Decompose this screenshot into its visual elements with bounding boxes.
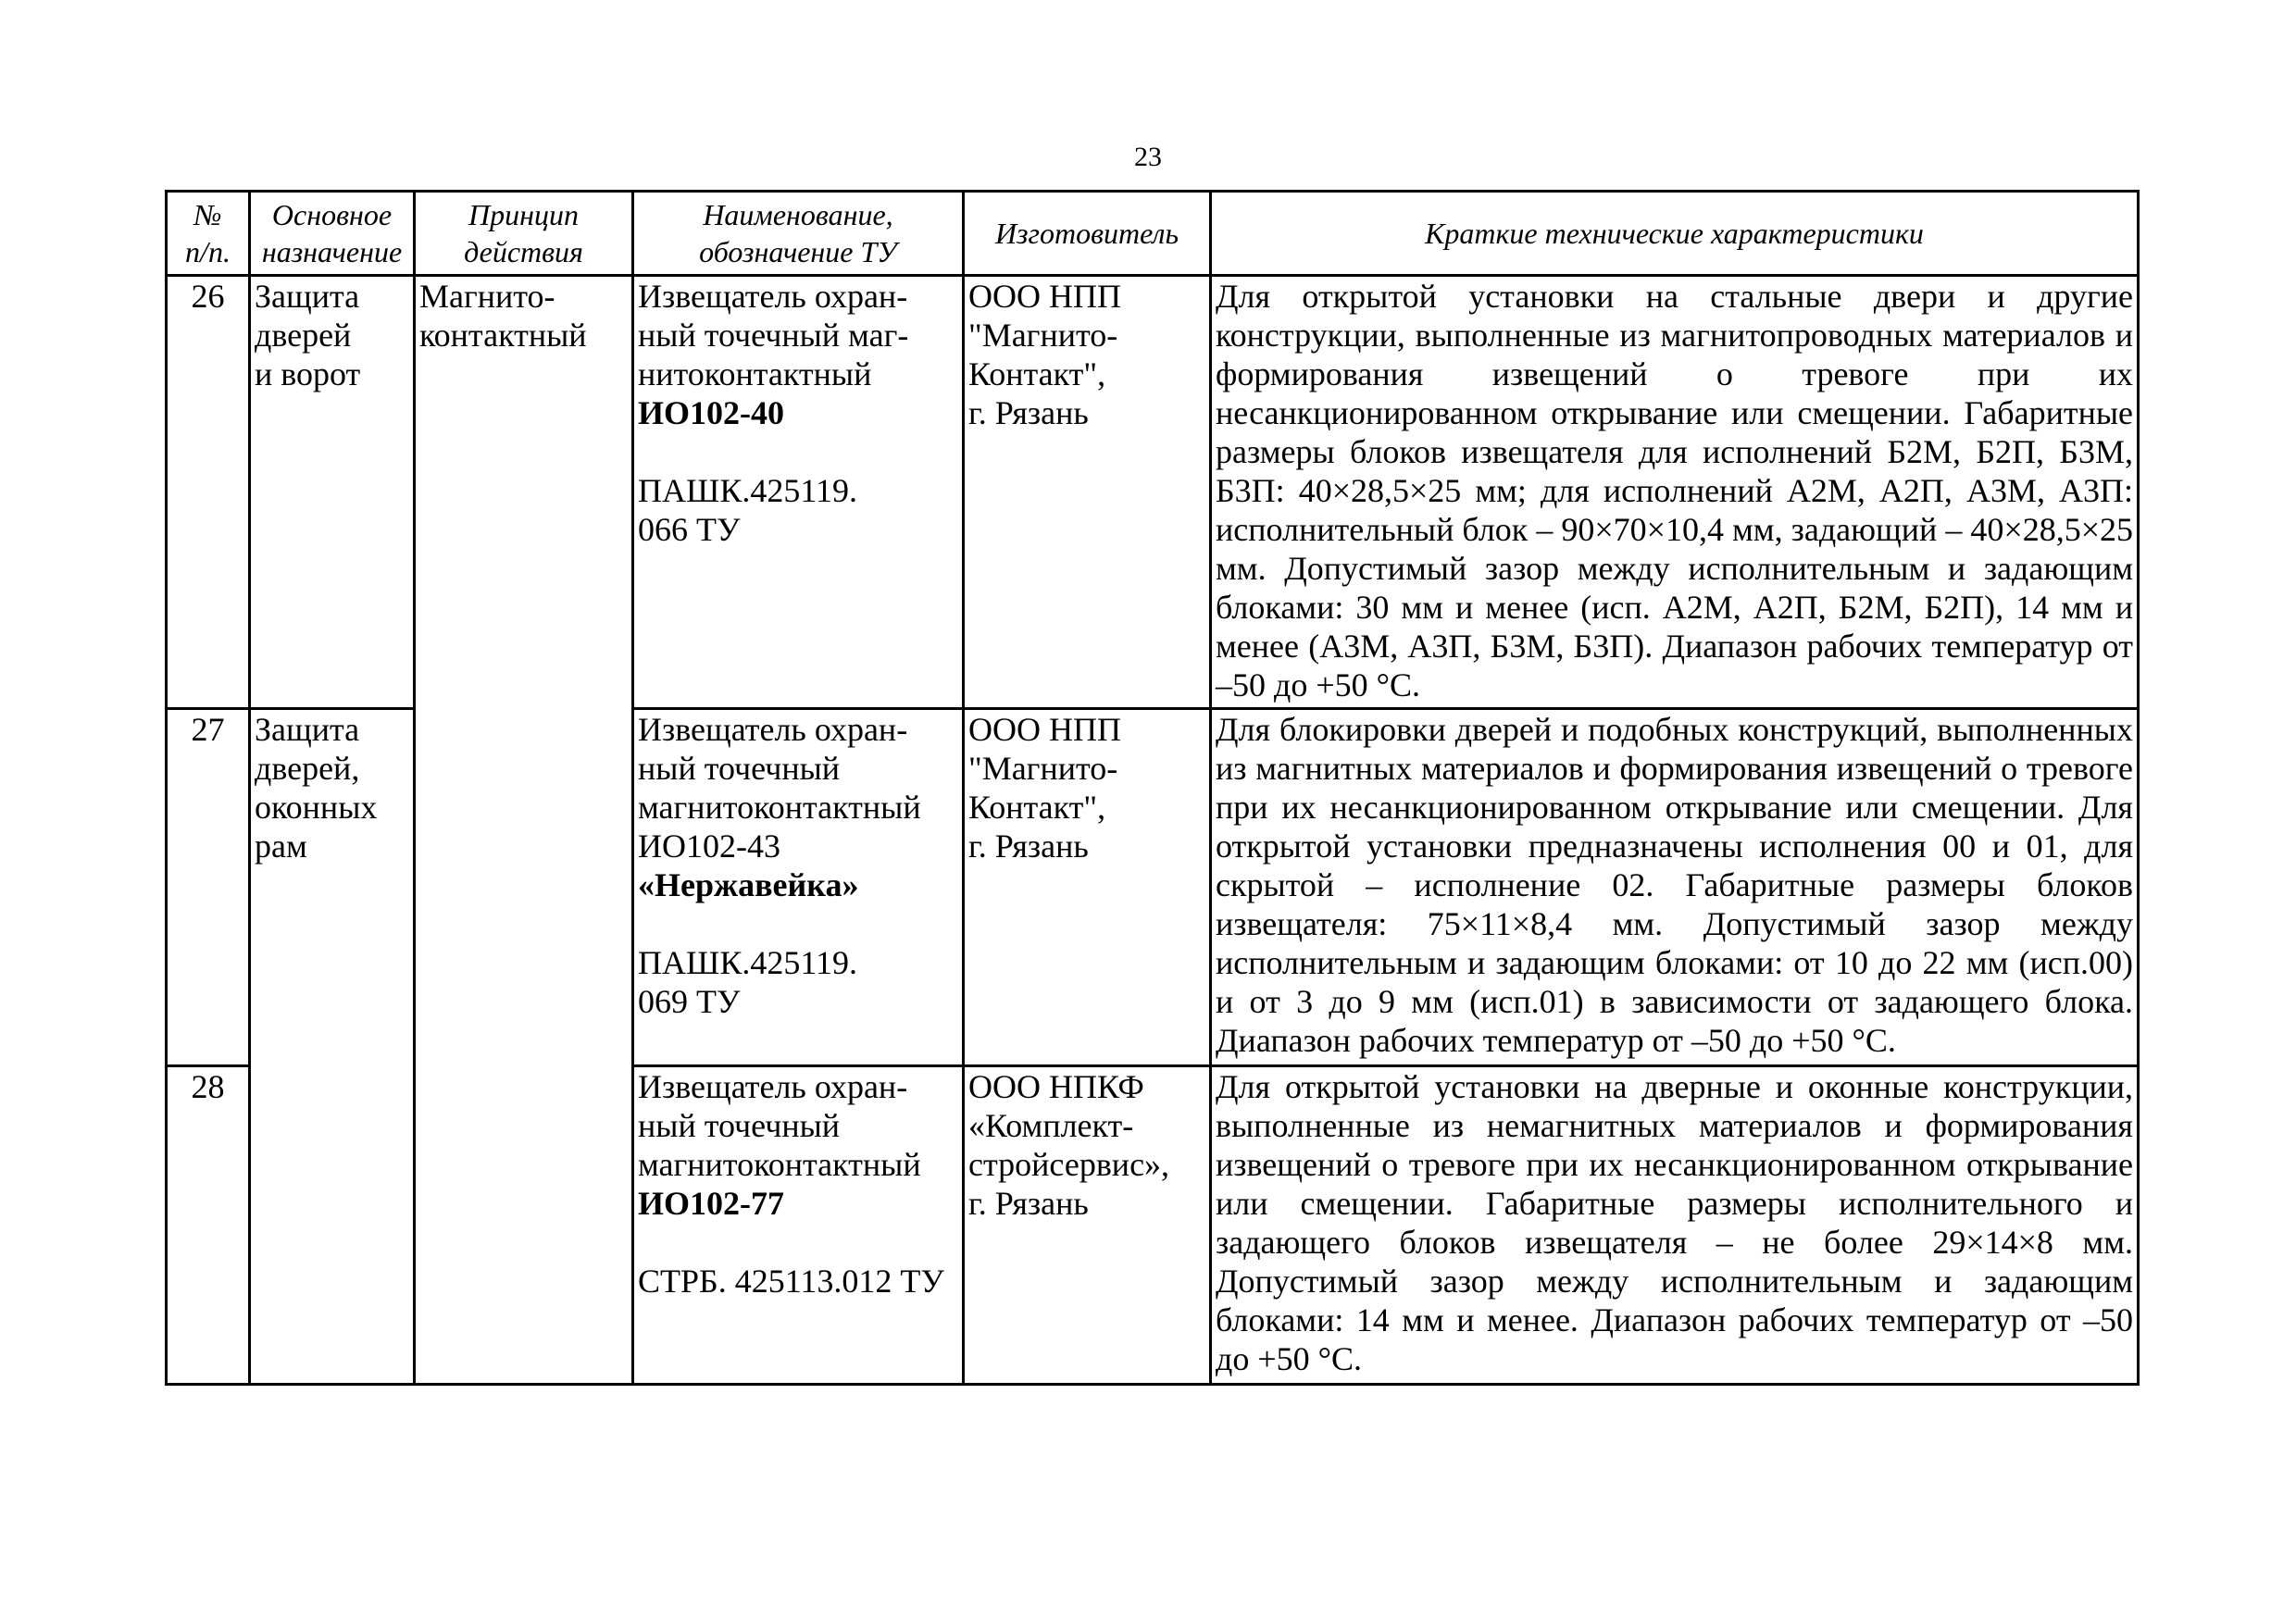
tu-designation: ПАШК.425119. <box>638 944 857 981</box>
name-cell: Извещатель охран- ный точечный магнитоконтактный ИО102-77 СТРБ. 425113.012 ТУ <box>633 1066 964 1385</box>
maker-cell: ООО НПКФ «Комплект- стройсервис», г. Рязань <box>964 1066 1211 1385</box>
specifications-table <box>165 190 2140 1386</box>
header-principle: Принцип действия <box>415 192 633 276</box>
name-cell: Извещатель охран- ный точечный магнитоконтактный ИО102-43 «Нержавейка» ПАШК.425119. 069 ТУ <box>633 709 964 1066</box>
model-designation: ИО102-77 <box>638 1185 784 1222</box>
tu-designation: СТРБ. 425113.012 ТУ <box>638 1263 944 1300</box>
maker-cell: ООО НПП "Магнито- Контакт", г. Рязань <box>964 709 1211 1066</box>
purpose-cell: Защита дверей и ворот <box>250 276 415 709</box>
model-name: «Нержавейка» <box>638 866 859 903</box>
description-cell: Для открытой установки на дверные и оконные конструкции, выполненные из немагнитных материалов и формирования извещений о тревоге при их несанкционированном открывание или смещении. Габаритные размеры исполнительного и задающего блоков извещателя – не более 29×14×8 мм. Допустимый зазор между исполнительным и задающим блоками: 14 мм и менее. Диапазон рабочих температур от –50 до +50 °С. <box>1211 1066 2139 1385</box>
table-row <box>167 276 2139 709</box>
page-number: 23 <box>1134 142 1162 172</box>
header-maker: Изготовитель <box>964 192 1211 276</box>
table-header-row <box>167 192 2139 276</box>
header-specs: Краткие технические характеристики <box>1211 192 2139 276</box>
header-name: Наименование, обозначение ТУ <box>633 192 964 276</box>
row-number: 27 <box>167 709 250 1066</box>
name-cell: Извещатель охран- ный точечный маг- нитоконтактный ИО102-40 ПАШК.425119. 066 ТУ <box>633 276 964 709</box>
tu-designation: ПАШК.425119. <box>638 472 857 509</box>
purpose-cell: Защита дверей, оконных рам <box>250 709 415 1385</box>
header-num: № п/п. <box>167 192 250 276</box>
principle-cell: Магнито- контактный <box>415 276 633 1385</box>
model-designation: ИО102-40 <box>638 394 784 431</box>
row-number: 26 <box>167 276 250 709</box>
row-number: 28 <box>167 1066 250 1385</box>
header-purpose: Основное назначение <box>250 192 415 276</box>
maker-cell: ООО НПП "Магнито- Контакт", г. Рязань <box>964 276 1211 709</box>
description-cell: Для открытой установки на стальные двери и другие конструкции, выполненные из магнитопроводных материалов и формирования извещений о тревоге при их несанкционированном открывание или смещении. Габаритные размеры блоков извещателя для исполнений Б2М, Б2П, Б3М, Б3П: 40×28,5×25 мм; для исполнений А2М, А2П, А3М, А3П: исполнительный блок – 90×70×10,4 мм, задающий – 40×28,5×25 мм. Допустимый зазор между исполнительным и задающим блоками: 30 мм и менее (исп. А2М, А2П, Б2М, Б2П), 14 мм и менее (А3М, А3П, Б3М, Б3П). Диапазон рабочих температур от –50 до +50 °С. <box>1211 276 2139 709</box>
description-cell: Для блокировки дверей и подобных конструкций, выполненных из магнитных материалов и формирования извещений о тревоге при их несанкционированном открывание или смещении. Для открытой установки предназначены исполнения 00 и 01, для скрытой – исполнение 02. Габаритные размеры блоков извещателя: 75×11×8,4 мм. Допустимый зазор между исполнительным и задающим блоками: от 10 до 22 мм (исп.00) и от 3 до 9 мм (исп.01) в зависимости от задающего блока. Диапазон рабочих температур от –50 до +50 °С. <box>1211 709 2139 1066</box>
